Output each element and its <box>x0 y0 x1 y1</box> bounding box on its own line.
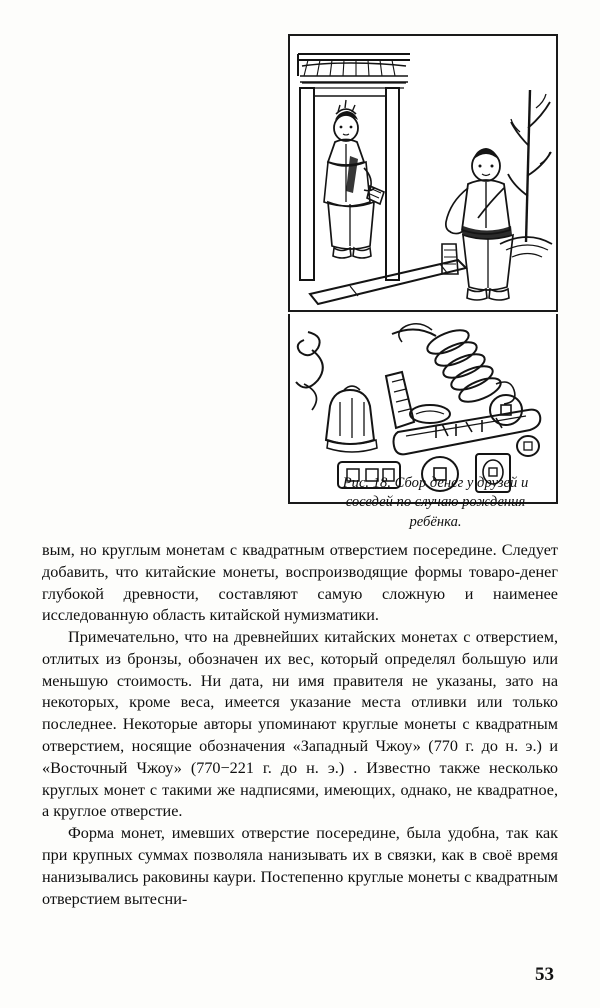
woman-figure <box>324 100 384 258</box>
figure-caption: Рис. 18. Сбор денег у друзей и соседей по случаю рождения ребёнка. <box>342 475 529 530</box>
figure-top-panel <box>288 34 558 312</box>
figure-block <box>288 34 558 530</box>
paragraph: Примечательно, что на древнейших китайских монетах с отверстием, отлитых из бронзы, обозначен их вес, который определял большую или меньшую стоимость. Ни дата, ни имя правителя не указаны, зато на некоторых, кроме веса, имеется указание места отливки или только последнее. Некоторые авторы упоминают круглые монеты с квадратным отверстием, носящие обозначения «Западный Чжоу» (770 г. до н. э.) и «Восточный Чжоу» (770−221 г. до н. э.) . Известно также несколько круглых монет с такими же надписями, имеющих, однако, не квадратное, а круглое отверстие. <box>42 628 558 821</box>
scene-illustration <box>290 36 556 310</box>
body-text <box>42 540 558 910</box>
spade-money <box>386 372 414 428</box>
paragraph: вым, но круглым монетам с квадратным отверстием посередине. Следует добавить, что китайские монеты, воспроизводящие формы товаро-денег глубокой древности, составляют самую сложную и наименее исследованную область китайской нумизматики. <box>42 541 558 625</box>
page-number: 53 <box>535 964 554 985</box>
bell-object <box>326 386 377 452</box>
knife-money <box>394 410 541 455</box>
small-coin <box>517 436 539 456</box>
coins-objects-illustration <box>290 314 556 500</box>
man-figure <box>442 148 513 300</box>
paragraph: Форма монет, имевших отверстие посередине, была удобна, так как при крупных суммах позволяла нанизывать их в связки, как в своё время нанизывались раковины каури. Постепенно круглые монеты с квадратным отверстием вытесни- <box>42 824 558 908</box>
ingot <box>410 405 450 423</box>
